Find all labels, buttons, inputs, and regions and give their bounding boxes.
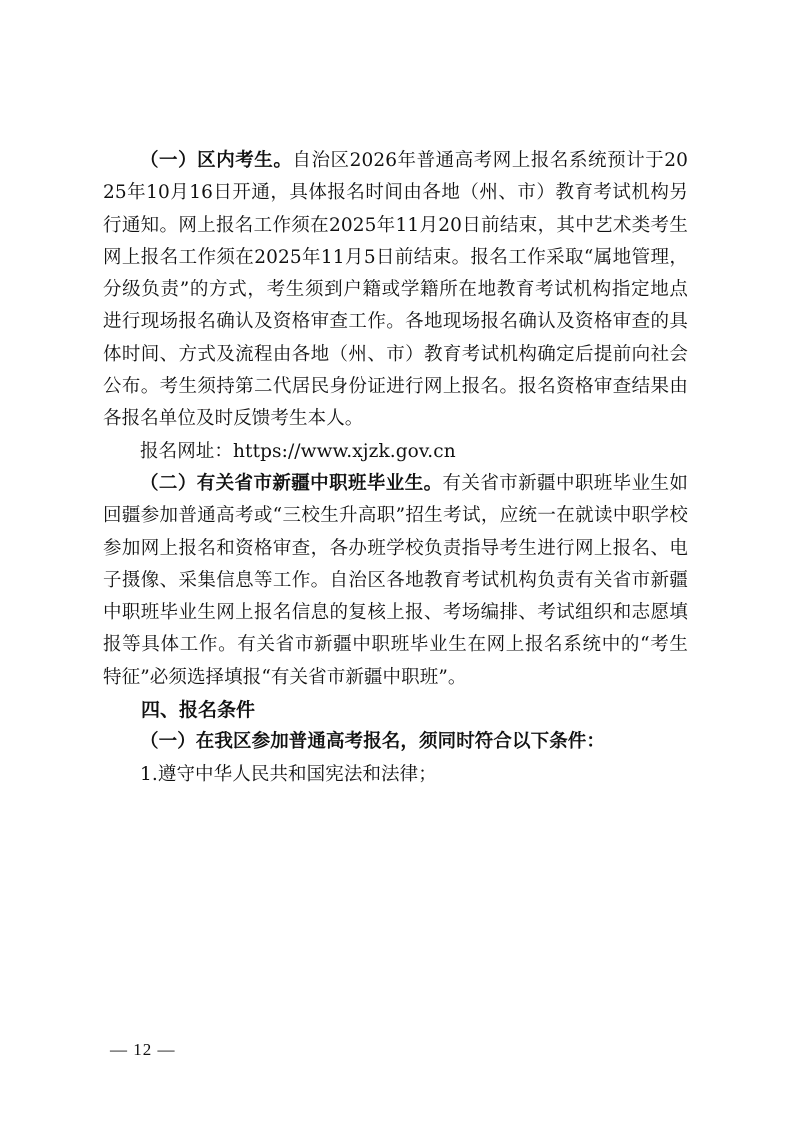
website-label: 报名网址：: [140, 440, 234, 462]
section-1-lead: （一）区内考生。: [140, 150, 293, 171]
page-number: — 12 —: [110, 1040, 176, 1059]
paragraph-conditions-intro: [103, 726, 688, 758]
section-2-lead: （二）有关省市新疆中职班毕业生。: [140, 472, 443, 494]
paragraph-website: [103, 436, 688, 468]
document-body: [103, 145, 688, 791]
section-2-body: 有关省市新疆中职班毕业生如回疆参加普通高考或“三校生升高职”招生考试，应统一在就读中职学校参加网上报名和资格审查，各办班学校负责指导考生进行网上报名、电子摄像、采集信息等工作。自治区各地教育考试机构负责有关省市新疆中职班毕业生网上报名信息的复核上报、考场编排、考试组织和志愿填报等具体工作。有关省市新疆中职班毕业生在网上报名系统中的“考生特征”必须选择填报“有关省市新疆中职班”。: [103, 472, 688, 688]
website-url: https://www.xjzk.gov.cn: [233, 440, 456, 462]
paragraph-local-candidates: [103, 145, 688, 436]
conditions-intro: （一）在我区参加普通高考报名，须同时符合以下条件：: [140, 731, 606, 753]
paragraph-condition-1: 1.遵守中华人民共和国宪法和法律；: [140, 763, 437, 785]
paragraph-xinjiang-class-graduates: [103, 468, 688, 694]
heading-registration-conditions: 四、报名条件: [141, 699, 256, 722]
section-1-body: 自治区2026年普通高考网上报名系统预计于2025年10月16日开通，具体报名时间由各地（州、市）教育考试机构另行通知。网上报名工作须在2025年11月20日前结束，其中艺术类考生网上报名工作须在2025年11月5日前结束。报名工作采取“属地管理，分级负责”的方式，考生须到户籍或学籍所在地教育考试机构指定地点进行现场报名确认及资格审查工作。各地现场报名确认及资格审查的具体时间、方式及流程由各地（州、市）教育考试机构确定后提前向社会公布。考生须持第二代居民身份证进行网上报名。报名资格审查结果由各报名单位及时反馈考生本人。: [103, 150, 688, 430]
